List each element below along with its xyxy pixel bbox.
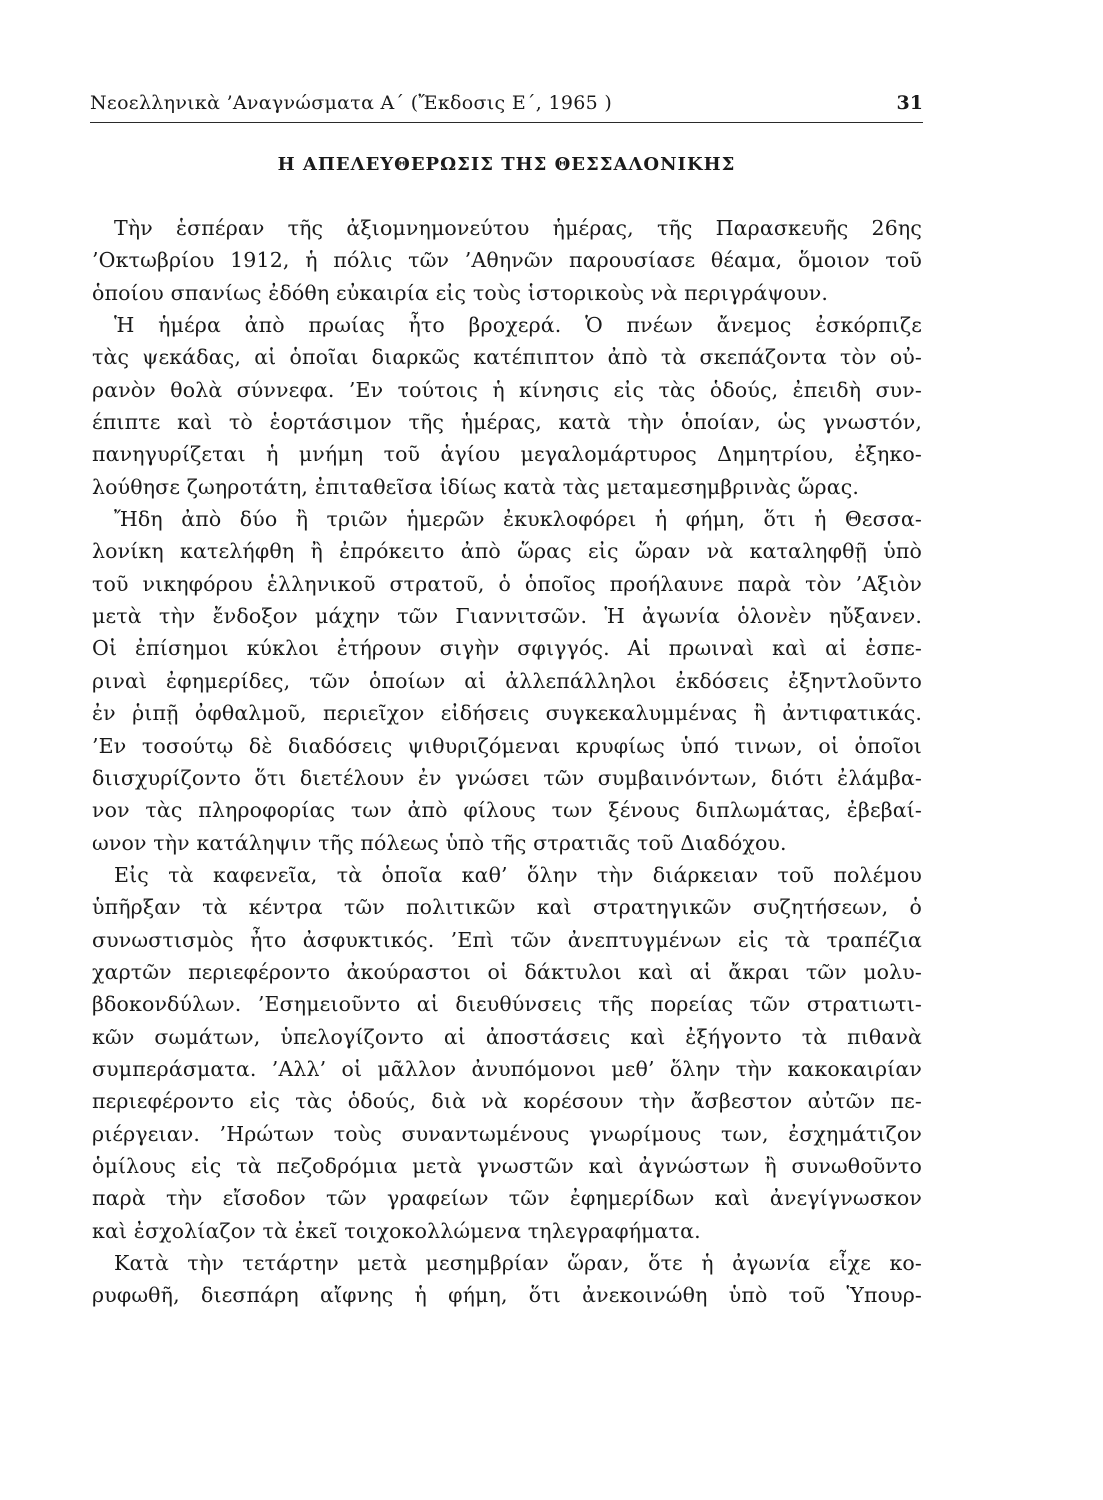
text-line: βδοκονδύλων. ’Εσημειοῦντο αἱ διευθύνσεις τῆς πορείας τῶν στρατιωτι- [92, 992, 922, 1017]
text-line: Ἤδη ἀπὸ δύο ἢ τριῶν ἡμερῶν ἐκυκλοφόρει ἡ φήμη, ὅτι ἡ Θεσσα- [114, 507, 922, 532]
running-header [90, 86, 923, 123]
text-line: πανηγυρίζεται ἡ μνήμη τοῦ ἁγίου μεγαλομάρτυρος Δημητρίου, ἐξηκο- [92, 442, 922, 467]
text-line: ρυφωθῆ, διεσπάρη αἴφνης ἡ φήμη, ὅτι ἀνεκοινώθη ὑπὸ τοῦ Ὑπουρ- [92, 1283, 922, 1308]
text-line: χαρτῶν περιεφέροντο ἀκούραστοι οἱ δάκτυλοι καὶ αἱ ἄκραι τῶν μολυ- [92, 959, 922, 984]
text-line: λονίκη κατελήφθη ἢ ἐπρόκειτο ἀπὸ ὥρας εἰς ὥραν νὰ καταληφθῇ ὑπὸ [92, 539, 922, 564]
text-line: ωνον τὴν κατάληψιν τῆς πόλεως ὑπὸ τῆς στρατιᾶς τοῦ Διαδόχου. [92, 830, 787, 855]
running-title: Νεοελληνικὰ ’Αναγνώσματα Α΄ (Ἔκδοσις Ε΄, 1965 ) [90, 92, 613, 114]
text-line: ὑπῆρξαν τὰ κέντρα τῶν πολιτικῶν καὶ στρατηγικῶν συζητήσεων, ὁ [92, 895, 922, 920]
text-line: τὰς ψεκάδας, αἱ ὁποῖαι διαρκῶς κατέπιπτον ἀπὸ τὰ σκεπάζοντα τὸν οὐ- [92, 345, 922, 370]
text-line: συμπεράσματα. ’Αλλ’ οἱ μᾶλλον ἀνυπόμονοι μεθ’ ὅλην τὴν κακοκαιρίαν [92, 1056, 922, 1081]
text-line: νον τὰς πληροφορίας των ἀπὸ φίλους των ξένους διπλωμάτας, ἐβεβαί- [92, 798, 922, 823]
text-line: τοῦ νικηφόρου ἑλληνικοῦ στρατοῦ, ὁ ὁποῖος προήλαυνε παρὰ τὸν ’Αξιὸν [92, 571, 922, 596]
body-text [92, 212, 922, 1312]
text-line: παρὰ τὴν εἴσοδον τῶν γραφείων τῶν ἐφημερίδων καὶ ἀνεγίγνωσκον [92, 1186, 922, 1211]
text-line: περιεφέροντο εἰς τὰς ὁδούς, διὰ νὰ κορέσουν τὴν ἄσβεστον αὐτῶν πε- [92, 1089, 922, 1114]
text-line: Οἱ ἐπίσημοι κύκλοι ἐτήρουν σιγὴν σφιγγός. Αἱ πρωιναὶ καὶ αἱ ἑσπε- [92, 636, 922, 661]
text-line: ριναὶ ἐφημερίδες, τῶν ὁποίων αἱ ἀλλεπάλληλοι ἐκδόσεις ἐξηντλοῦντο [92, 668, 922, 693]
text-line: ρανὸν θολὰ σύννεφα. ’Εν τούτοις ἡ κίνησις εἰς τὰς ὁδούς, ἐπειδὴ συν- [92, 377, 922, 402]
text-line: ὁποίου σπανίως ἐδόθη εὐκαιρία εἰς τοὺς ἱστορικοὺς νὰ περιγράψουν. [92, 280, 829, 305]
text-line: Εἰς τὰ καφενεῖα, τὰ ὁποῖα καθ’ ὅλην τὴν διάρκειαν τοῦ πολέμου [114, 862, 922, 887]
text-line: ’Εν τοσούτῳ δὲ διαδόσεις ψιθυριζόμεναι κρυφίως ὑπό τινων, οἱ ὁποῖοι [92, 733, 922, 758]
page-number: 31 [896, 92, 923, 114]
text-line: διισχυρίζοντο ὅτι διετέλουν ἐν γνώσει τῶν συμβαινόντων, διότι ἐλάμβα- [92, 765, 922, 790]
text-line: μετὰ τὴν ἔνδοξον μάχην τῶν Γιαννιτσῶν. Ἡ ἀγωνία ὁλονὲν ηὔξανεν. [92, 604, 922, 629]
chapter-title: Η ΑΠΕΛΕΥΘΕΡΩΣΙΣ ΤΗΣ ΘΕΣΣΑΛΟΝΙΚΗΣ [277, 154, 736, 175]
text-line: ὁμίλους εἰς τὰ πεζοδρόμια μετὰ γνωστῶν καὶ ἀγνώστων ἢ συνωθοῦντο [92, 1153, 922, 1178]
text-line: καὶ ἐσχολίαζον τὰ ἐκεῖ τοιχοκολλώμενα τηλεγραφήματα. [92, 1218, 701, 1243]
text-line: ’Οκτωβρίου 1912, ἡ πόλις τῶν ’Αθηνῶν παρουσίασε θέαμα, ὅμοιον τοῦ [92, 248, 922, 273]
text-line: Κατὰ τὴν τετάρτην μετὰ μεσημβρίαν ὥραν, ὅτε ἡ ἀγωνία εἶχε κο- [114, 1251, 922, 1275]
text-line: κῶν σωμάτων, ὑπελογίζοντο αἱ ἀποστάσεις καὶ ἐξήγοντο τὰ πιθανὰ [92, 1024, 922, 1049]
text-line: λούθησε ζωηροτάτη, ἐπιταθεῖσα ἰδίως κατὰ τὰς μεταμεσημβρινὰς ὥρας. [92, 474, 860, 499]
text-line: έπιπτε καὶ τὸ ἑορτάσιμον τῆς ἡμέρας, κατὰ τὴν ὁποίαν, ὡς γνωστόν, [92, 410, 922, 435]
text-line: Ἡ ἡμέρα ἀπὸ πρωίας ἦτο βροχερά. Ὁ πνέων ἄνεμος ἐσκόρπιζε [114, 313, 922, 338]
text-line: ἐν ῥιπῇ ὀφθαλμοῦ, περιεῖχον εἰδήσεις συγκεκαλυμμένας ἢ ἀντιφατικάς. [92, 701, 922, 726]
text-line: συνωστισμὸς ἦτο ἀσφυκτικός. ’Επὶ τῶν ἀνεπτυγμένων εἰς τὰ τραπέζια [92, 927, 922, 952]
text-line: ριέργειαν. ’Ηρώτων τοὺς συναντωμένους γνωρίμους των, ἐσχημάτιζον [92, 1121, 922, 1146]
text-line: Τὴν ἑσπέραν τῆς ἀξιομνημονεύτου ἡμέρας, τῆς Παρασκευῆς 26ης [114, 216, 922, 240]
